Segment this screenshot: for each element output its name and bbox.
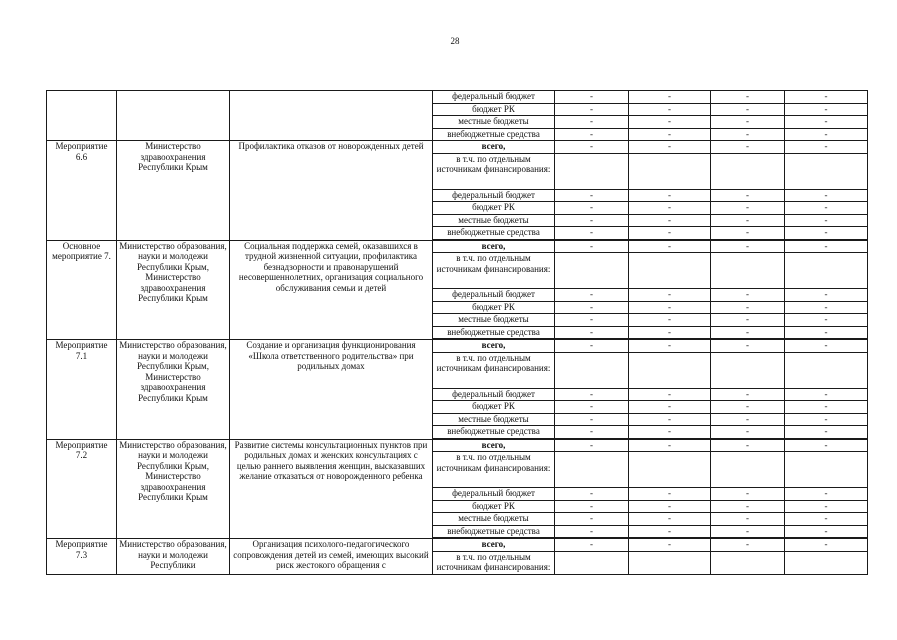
value-cell: - [711,103,785,116]
value-cell: - [629,202,711,215]
source-local: местные бюджеты [433,413,555,426]
table-row [47,439,868,452]
source-incl: в т.ч. по отдельным источникам финансирования: [433,352,555,388]
event-code [47,91,117,141]
source-extra: внебюджетные средства [433,128,555,141]
event-description [230,91,433,141]
source-incl: в т.ч. по отдельным источникам финансирования: [433,551,555,574]
value-cell: - [785,141,868,154]
responsible-org: Министерство образования, науки и молодежи Республики Крым, Министерство здравоохранения Республики Крым [117,340,230,440]
value-cell: - [555,401,629,414]
value-cell: - [711,326,785,339]
table-row [47,141,868,154]
value-cell: - [711,189,785,202]
value-cell: - [629,227,711,240]
value-cell: - [555,426,629,439]
value-cell: - [785,202,868,215]
value-cell: - [785,314,868,327]
value-cell: - [785,488,868,501]
value-cell: - [629,103,711,116]
source-extra: внебюджетные средства [433,426,555,439]
value-cell: - [711,128,785,141]
value-cell: - [629,525,711,538]
source-local: местные бюджеты [433,116,555,129]
value-cell: - [629,413,711,426]
value-cell: - [785,439,868,452]
source-incl: в т.ч. по отдельным источникам финансирования: [433,153,555,189]
budget-table [46,90,868,575]
value-cell: - [555,289,629,302]
source-incl: в т.ч. по отдельным источникам финансирования: [433,452,555,488]
value-cell: - [555,513,629,526]
event-description: Создание и организация функционирования «Школа ответственного родительства» при родильных домах [230,340,433,440]
value-cell: - [555,214,629,227]
value-cell: - [629,513,711,526]
value-cell: - [711,314,785,327]
value-cell: - [555,525,629,538]
source-extra: внебюджетные средства [433,525,555,538]
value-cell: - [711,340,785,353]
event-code: Мероприятие 7.3 [47,539,117,575]
source-federal: федеральный бюджет [433,189,555,202]
value-cell: - [629,214,711,227]
value-cell: - [711,388,785,401]
value-cell: - [629,314,711,327]
source-federal: федеральный бюджет [433,488,555,501]
value-cell: - [785,240,868,253]
value-cell: - [785,500,868,513]
value-cell: - [555,202,629,215]
value-cell: - [711,439,785,452]
value-cell: - [711,91,785,104]
event-code: Мероприятие 6.6 [47,141,117,241]
value-cell: - [555,91,629,104]
value-cell: - [711,202,785,215]
value-cell: - [711,500,785,513]
value-cell: - [785,513,868,526]
source-extra: внебюджетные средства [433,326,555,339]
responsible-org: Министерство образования, науки и молодежи Республики [117,539,230,575]
responsible-org [117,91,230,141]
source-total: всего, [433,439,555,452]
page-number: 28 [450,36,460,46]
source-total: всего, [433,240,555,253]
value-cell: - [785,401,868,414]
event-code: Мероприятие 7.1 [47,340,117,440]
value-cell: - [555,539,629,552]
value-cell: - [555,116,629,129]
value-cell: - [555,488,629,501]
value-cell: - [629,388,711,401]
event-code: Основное мероприятие 7. [47,240,117,340]
value-cell: - [785,103,868,116]
value-cell: - [555,500,629,513]
source-total: всего, [433,340,555,353]
value-cell: - [785,91,868,104]
source-rk: бюджет РК [433,401,555,414]
value-cell: - [711,488,785,501]
value-cell: - [711,227,785,240]
value-cell: - [555,388,629,401]
source-federal: федеральный бюджет [433,289,555,302]
value-cell: - [555,439,629,452]
source-local: местные бюджеты [433,214,555,227]
value-cell: - [629,340,711,353]
event-code: Мероприятие 7.2 [47,439,117,539]
value-cell: - [555,128,629,141]
value-cell: - [629,128,711,141]
value-cell: - [785,289,868,302]
source-rk: бюджет РК [433,500,555,513]
value-cell: - [711,525,785,538]
responsible-org: Министерство образования, науки и молодежи Республики Крым, Министерство здравоохранения Республики Крым [117,439,230,539]
source-local: местные бюджеты [433,314,555,327]
value-cell: - [629,500,711,513]
value-cell: - [711,426,785,439]
value-cell: - [711,214,785,227]
source-local: местные бюджеты [433,513,555,526]
value-cell: - [785,301,868,314]
source-total: всего, [433,539,555,552]
source-rk: бюджет РК [433,202,555,215]
value-cell: - [785,340,868,353]
value-cell: - [711,289,785,302]
table-row [47,539,868,552]
value-cell: - [785,326,868,339]
event-description: Социальная поддержка семей, оказавшихся в трудной жизненной ситуации, профилактика безнадзорности и правонарушений несовершеннолетних, организация социального обслуживания семьи и детей [230,240,433,340]
event-description: Развитие системы консультационных пунктов при родильных домах и женских консультациях с целью раннего выявления женщин, высказавших желание отказаться от новорожденного ребенка [230,439,433,539]
source-federal: федеральный бюджет [433,91,555,104]
value-cell: - [711,401,785,414]
table-row [47,240,868,253]
value-cell: - [711,301,785,314]
value-cell: - [629,240,711,253]
value-cell: - [629,301,711,314]
source-rk: бюджет РК [433,103,555,116]
value-cell: - [785,525,868,538]
source-rk: бюджет РК [433,301,555,314]
value-cell: - [555,240,629,253]
value-cell: - [629,488,711,501]
value-cell: - [711,513,785,526]
event-description: Профилактика отказов от новорожденных детей [230,141,433,241]
value-cell: - [555,301,629,314]
value-cell: - [711,240,785,253]
value-cell: - [629,326,711,339]
value-cell: - [785,128,868,141]
value-cell: - [785,227,868,240]
value-cell: - [555,314,629,327]
value-cell: - [629,426,711,439]
value-cell: - [711,141,785,154]
event-description: Организация психолого-педагогического сопровождения детей из семей, имеющих высокий риск жестокого обращения с [230,539,433,575]
value-cell: - [555,141,629,154]
source-federal: федеральный бюджет [433,388,555,401]
value-cell: - [629,539,711,552]
value-cell: - [785,539,868,552]
value-cell: - [785,214,868,227]
source-extra: внебюджетные средства [433,227,555,240]
table-row [47,340,868,353]
table-row [47,91,868,104]
value-cell: - [785,189,868,202]
value-cell: - [555,340,629,353]
value-cell: - [785,116,868,129]
value-cell: - [711,539,785,552]
value-cell: - [555,413,629,426]
value-cell: - [555,326,629,339]
value-cell: - [555,189,629,202]
responsible-org: Министерство образования, науки и молодежи Республики Крым, Министерство здравоохранения Республики Крым [117,240,230,340]
value-cell: - [629,91,711,104]
value-cell: - [629,289,711,302]
value-cell: - [711,116,785,129]
value-cell: - [629,189,711,202]
value-cell: - [785,388,868,401]
value-cell: - [555,103,629,116]
value-cell: - [785,413,868,426]
value-cell: - [711,413,785,426]
value-cell: - [629,116,711,129]
source-incl: в т.ч. по отдельным источникам финансирования: [433,253,555,289]
responsible-org: Министерство здравоохранения Республики Крым [117,141,230,241]
value-cell: - [629,401,711,414]
value-cell: - [629,141,711,154]
source-total: всего, [433,141,555,154]
value-cell: - [555,227,629,240]
value-cell: - [629,439,711,452]
value-cell: - [785,426,868,439]
